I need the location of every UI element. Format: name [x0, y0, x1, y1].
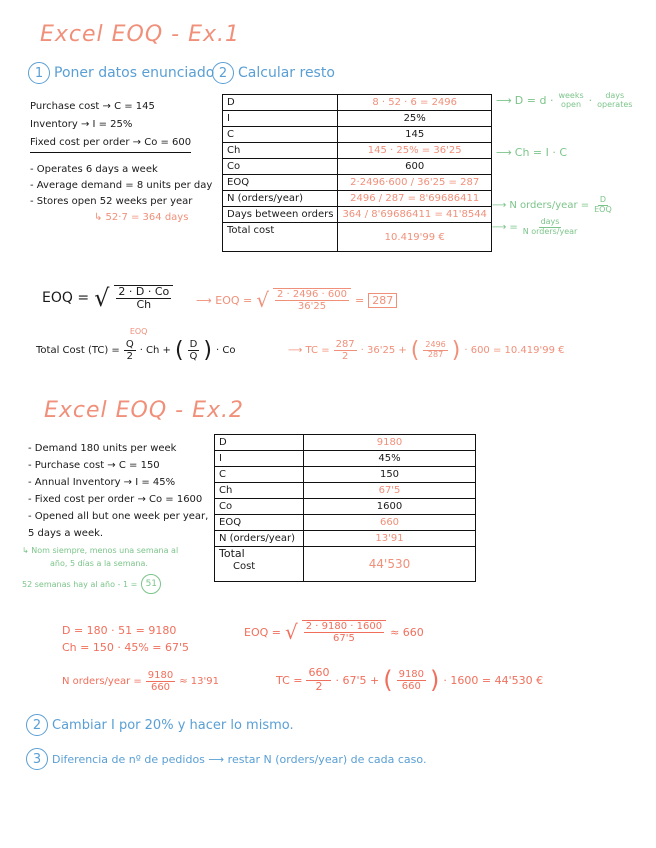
- table-row: Total cost 10.419'99 €: [223, 223, 492, 252]
- table-row: Total Cost 44'530: [215, 547, 476, 582]
- table-row: N (orders/year) 13'91: [215, 531, 476, 547]
- ex2-tc-calc: TC = $\frac{660}{2}$ · 67'5 + ( $\frac{9180}{660}$ ) · 1600 = 44'530 €: [276, 666, 544, 694]
- table-row: D 9180: [215, 435, 476, 451]
- table-row: Co 600: [223, 159, 492, 175]
- eoq-formula: EOQ = √ $\frac{2 \cdot D \cdot Co}{Ch}$: [42, 284, 173, 312]
- ex2-weeks-note: 52 semanas hay al año - 1 = 51: [22, 574, 161, 594]
- eoq-substitution: ⟶ EOQ = √ $\frac{2 \cdot 2496 \cdot 600}{36'25}$ = 287: [196, 288, 397, 312]
- table-row: N (orders/year) 2496 / 287 = 8'69686411: [223, 191, 492, 207]
- n-formula-note: ⟶ N orders/year = $\frac{D}{\text{EOQ}}$: [492, 195, 612, 214]
- table-row: C 145: [223, 127, 492, 143]
- ex1-title: Excel EOQ - Ex.1: [40, 22, 241, 47]
- table-row: EOQ 660: [215, 515, 476, 531]
- step-number-circle: 1: [28, 62, 50, 84]
- table-row: I 45%: [215, 451, 476, 467]
- table-row: Ch 67'5: [215, 483, 476, 499]
- arrow-icon: ⟶: [492, 221, 507, 233]
- arrow-icon: ⟶: [496, 146, 512, 159]
- ex2-d-ch-calc: D = 180 · 51 = 9180 Ch = 150 · 45% = 67'5: [62, 624, 190, 654]
- d-formula-note: ⟶ D = d · weeks open · days operates: [496, 91, 633, 109]
- arrow-icon: ⟶: [496, 94, 512, 108]
- table-row: I 25%: [223, 111, 492, 127]
- ex2-note: ↳ Nom siempre, menos una semana al año, 5 días a la semana.: [22, 546, 179, 568]
- table-row: Ch 145 · 25% = 36'25: [223, 143, 492, 159]
- days-formula-note: ⟶ = $\frac{\text{days}}{\text{N orders/year}}$: [492, 217, 578, 236]
- ex1-step1: [28, 62, 214, 84]
- ex2-n-calc: N orders/year = $\frac{9180}{660}$ ≈ 13'91: [62, 670, 219, 693]
- given-line: - Fixed cost per order → Co = 1600: [28, 494, 203, 505]
- ex1-table: [222, 94, 492, 252]
- ex2-title: Excel EOQ - Ex.2: [44, 398, 245, 423]
- given-line: - Purchase cost → C = 150: [28, 460, 160, 471]
- step-difference: [26, 748, 426, 770]
- ch-formula-note: ⟶ Ch = I · C: [496, 146, 568, 159]
- step-number-circle: 3: [26, 748, 48, 770]
- given-line: - Demand 180 units per week: [28, 443, 177, 454]
- weeks-circle: 51: [141, 574, 161, 594]
- ex1-bullets: [30, 162, 212, 210]
- given-line: Purchase cost → C = 145: [30, 101, 155, 112]
- days-note: ↳ 52·7 = 364 days: [94, 212, 189, 223]
- ex2-table: [214, 434, 476, 582]
- bullet-line: - Average demand = 8 units per day: [30, 180, 213, 191]
- tc-substitution: ⟶ TC = $\frac{287}{2}$ · 36'25 + ( $\frac{2496}{287}$ ) · 600 = 10.419'99 €: [288, 338, 565, 363]
- step-label: Calcular resto: [238, 65, 335, 81]
- tc-formula: Total Cost (TC) = EOQ $\frac{Q}{2}$ · Ch + ( $\frac{D}{Q}$ ) · Co: [36, 327, 236, 363]
- step-change-i: [26, 714, 294, 736]
- ex2-givens: [28, 440, 208, 542]
- table-row: D 8 · 52 · 6 = 2496: [223, 95, 492, 111]
- given-line: Fixed cost per order → Co = 600: [30, 134, 191, 153]
- table-row: C 150: [215, 467, 476, 483]
- step-label: Cambiar I por 20% y hacer lo mismo.: [52, 717, 294, 733]
- arrow-icon: ⟶: [492, 199, 507, 211]
- given-line: Inventory → I = 25%: [30, 119, 133, 130]
- bullet-line: - Stores open 52 weeks per year: [30, 196, 193, 207]
- step-number-circle: 2: [212, 62, 234, 84]
- table-row: EOQ 2·2496·600 / 36'25 = 287: [223, 175, 492, 191]
- ex1-givens: [30, 98, 191, 153]
- ex2-eoq-calc: EOQ = √ $\frac{2 \cdot 9180 \cdot 1600}{67'5}$ ≈ 660: [244, 620, 424, 644]
- step-number-circle: 2: [26, 714, 48, 736]
- bullet-line: - Operates 6 days a week: [30, 164, 158, 175]
- ex1-step2: [212, 62, 335, 84]
- eoq-result-box: 287: [368, 293, 397, 308]
- given-line: - Opened all but one week per year,: [28, 511, 209, 522]
- eoq-annotation: EOQ: [129, 327, 148, 336]
- given-line: 5 days a week.: [28, 528, 104, 539]
- table-row: Days between orders 364 / 8'69686411 = 41'8544: [223, 207, 492, 223]
- table-row: Co 1600: [215, 499, 476, 515]
- step-label: Poner datos enunciado: [54, 65, 215, 81]
- step-label: Diferencia de nº de pedidos ⟶ restar N (orders/year) de cada caso.: [52, 752, 427, 766]
- given-line: - Annual Inventory → I = 45%: [28, 477, 176, 488]
